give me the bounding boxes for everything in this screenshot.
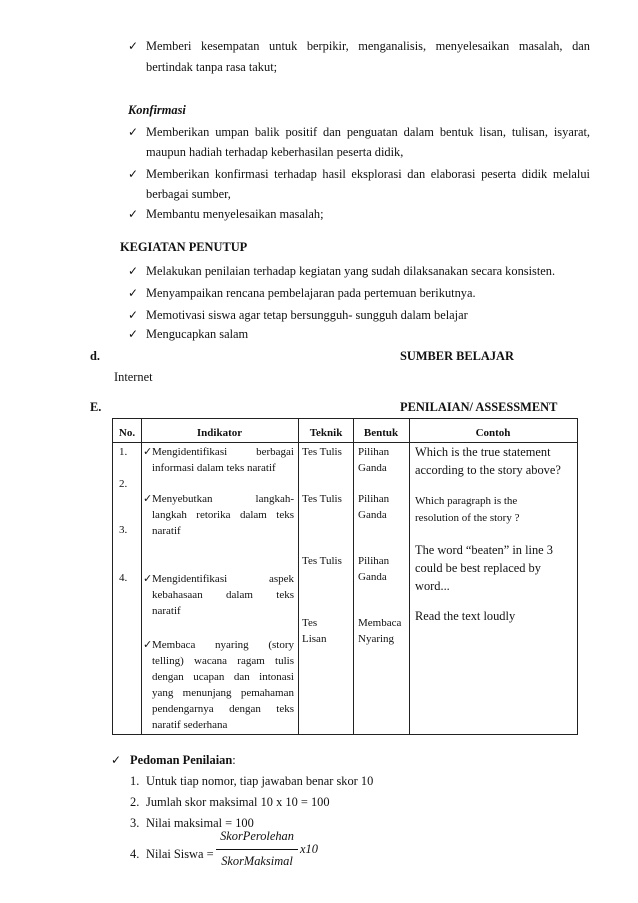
header-indikator: Indikator [196,427,243,439]
contoh-line: Which is the true statement [415,445,551,459]
konfirmasi-item-line2: berbagai sumber, [146,187,231,201]
column-divider [298,418,299,734]
indikator-line: naratif [152,525,181,537]
formula-multiplier [300,840,318,859]
indikator-line: naratif sederhana [152,719,228,731]
pedoman-item-text: Nilai maksimal = 100 [146,816,254,830]
penutup-title: KEGIATAN PENUTUP [120,240,248,254]
header-no: No. [118,427,136,439]
check-icon: ✓ [128,308,139,322]
section-d-letter: d. [90,349,100,363]
column-divider [141,418,142,734]
indikator-line: Mengidentifikasi aspek [152,573,294,585]
contoh-line: could be best replaced by [415,561,541,575]
indikator-line: pendengarnya dengan teks [152,703,294,715]
bentuk-cell: Pilihan [358,446,390,458]
header-contoh: Contoh [475,427,511,439]
check-icon: ✓ [143,493,153,505]
teknik-cell: Tes Tulis [302,446,342,458]
konfirmasi-item-line2: maupun hadiah terhadap keberhasilan peserta didik, [146,145,404,159]
indikator-line: Mengidentifikasi berbagai [152,446,294,458]
row-number: 3. [119,524,128,536]
check-icon: ✓ [128,286,139,300]
check-icon: ✓ [143,639,153,651]
bentuk-cell: Ganda [358,462,387,474]
check-icon: ✓ [128,39,139,53]
bullet-text-line2: bertindak tanpa rasa takut; [146,60,278,74]
column-divider [409,418,410,734]
formula-denominator: SkorMaksimal [221,854,293,868]
bentuk-cell: Pilihan [358,555,390,567]
check-icon: ✓ [128,207,139,221]
check-icon: ✓ [128,125,139,139]
indikator-line: telling) wacana ragam tulis [152,655,294,667]
penutup-item: Melakukan penilaian terhadap kegiatan yang sudah dilaksanakan secara konsisten. [146,264,556,278]
check-icon: ✓ [143,573,153,585]
formula-numerator: SkorPerolehan [220,829,294,843]
bentuk-cell: Ganda [358,571,387,583]
check-icon: ✓ [111,753,122,767]
teknik-cell: Tes Tulis [302,493,342,505]
penutup-item: Memotivasi siswa agar tetap bersungguh- sungguh dalam belajar [146,308,468,322]
row-number: 1. [119,446,128,458]
check-icon: ✓ [128,264,139,278]
pedoman-item-text: Untuk tiap nomor, tiap jawaban benar skor 10 [146,774,374,788]
indikator-line: naratif [152,605,181,617]
pedoman-colon: : [232,753,236,767]
contoh-line: word... [415,579,450,593]
contoh-line: Read the text loudly [415,609,516,623]
multiplier-text: x10 [300,842,318,856]
row-number: 2. [119,478,128,490]
bentuk-cell: Pilihan [358,493,390,505]
pedoman-title: Pedoman Penilaian [130,753,233,767]
pedoman-item-num: 1. [130,774,140,788]
check-icon: ✓ [128,167,139,181]
indikator-line: langkah retorika dalam teks [152,509,294,521]
section-d-title: SUMBER BELAJAR [400,349,514,363]
indikator-line: dengan ucapan dan intonasi [152,671,294,683]
penutup-item: Menyampaikan rencana pembelajaran pada pertemuan berikutnya. [146,286,476,300]
check-icon: ✓ [128,327,139,341]
teknik-cell: Tes [302,617,318,629]
fraction-bar [216,849,298,850]
indikator-line: Menyebutkan langkah- [152,493,294,505]
teknik-cell: Tes Tulis [302,555,342,567]
contoh-line: Which paragraph is the [415,495,518,507]
teknik-cell: Lisan [302,633,327,645]
konfirmasi-item-line1: Memberikan umpan balik positif dan penguatan dalam bentuk lisan, tulisan, isyarat, [146,125,590,139]
indikator-line: yang menunjang pemahaman [152,687,294,699]
pedoman-item-num: 4. [130,847,140,861]
indikator-line: informasi dalam teks naratif [152,462,276,474]
indikator-line: Membaca nyaring (story [152,639,294,651]
check-icon: ✓ [143,446,153,458]
bullet-text-line1: Memberi kesempatan untuk berpikir, menganalisis, menyelesaikan masalah, dan [146,39,590,53]
section-d-content: Internet [114,370,153,384]
konfirmasi-item-line1: Membantu menyelesaikan masalah; [146,207,324,221]
pedoman-item-text: Jumlah skor maksimal 10 x 10 = 100 [146,795,330,809]
header-teknik: Teknik [309,427,343,439]
contoh-line: The word “beaten” in line 3 [415,543,553,557]
section-e-letter: E. [90,400,102,414]
column-divider [353,418,354,734]
section-e-title: PENILAIAN/ ASSESSMENT [400,400,558,414]
indikator-line: kebahasaan dalam teks [152,589,294,601]
pedoman-item-num: 2. [130,795,140,809]
bentuk-cell: Nyaring [358,633,395,645]
konfirmasi-item-line1: Memberikan konfirmasi terhadap hasil eksplorasi dan elaborasi peserta didik melalui [146,167,590,181]
contoh-line: resolution of the story ? [415,512,520,524]
penutup-item: Mengucapkan salam [146,327,249,341]
pedoman-item-num: 3. [130,816,140,830]
bentuk-cell: Ganda [358,509,387,521]
header-bentuk: Bentuk [363,427,399,439]
row-number: 4. [119,572,128,584]
bentuk-cell: Membaca [358,617,402,629]
pedoman-item-text: Nilai Siswa = [146,847,214,861]
contoh-line: according to the story above? [415,463,561,477]
konfirmasi-title: Konfirmasi [128,103,186,117]
